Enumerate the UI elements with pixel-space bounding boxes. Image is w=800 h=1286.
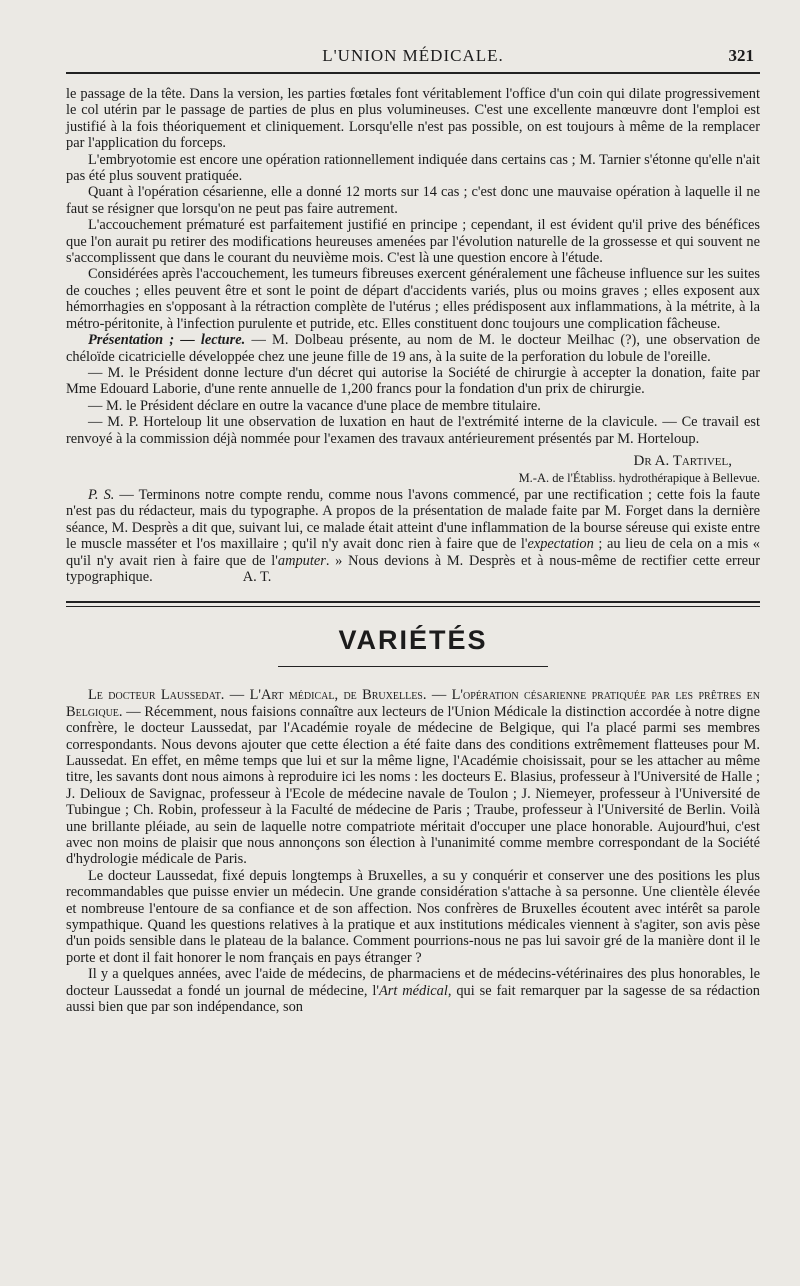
article-heading: Le docteur Laussedat. — L'Art médical, de Bruxelles. — L'opération césarienne pratiquée par les prêtres en Belgique. bbox=[66, 687, 760, 720]
postscript-text-2: ; au lieu de cela on a mis « qu'il n'y avait rien à faire que de l' bbox=[66, 536, 761, 569]
section-divider bbox=[66, 601, 760, 607]
paragraph: Considérées après l'accouchement, les tumeurs fibreuses exercent généralement une fâcheuse influence sur les suites de couches ; elles peuvent être et sont le point de départ d'accidents variés, plus ou moins graves ; elles exposent aux hémorrhagies en s'opposant à la rétraction complète de l'utérus ; elles prédisposent aux inflammations, à la métrite, à la métro-péritonite, à l'infection purulente et putride, etc. Elles constituent donc toujours une complication fâcheuse. bbox=[66, 266, 760, 332]
postscript bbox=[66, 487, 760, 585]
running-title: L'UNION MÉDICALE. bbox=[322, 46, 504, 65]
section-title bbox=[66, 625, 760, 667]
presentation-paragraph bbox=[66, 332, 760, 365]
postscript-label: P. S. bbox=[88, 486, 115, 503]
presentation-text: — M. Dolbeau présente, au nom de M. le docteur Meilhac (?), une observation de chéloïde cicatricielle développée chez une jeune fille de 19 ans, à la suite de la perforation du lobule de l'oreille. bbox=[66, 332, 760, 365]
paragraph: L'accouchement prématuré est parfaitement justifié en principe ; cependant, il est évident qu'il prive des bénéfices que l'on aurait pu retirer des modifications heureuses amenées par l'évolution naturelle de la grossesse et qui souvent ne s'accomplissent que dans le courant du neuvième mois. C'est là une question encore à l'étude. bbox=[66, 217, 760, 267]
author-name: Dr A. Tartivel, bbox=[633, 452, 732, 469]
paragraph: le passage de la tête. Dans la version, les parties fœtales font véritablement l'office d'un coin qui dilate progressivement le col utérin par le passage de parties de plus en plus volumineuses. C'est une excellente manœuvre dont l'emploi est justifié à la fois théoriquement et cliniquement. Lorsqu'elle n'est pas possible, on est toujours à même de la remplacer par l'application du forceps. bbox=[66, 86, 760, 152]
paragraph bbox=[66, 966, 760, 1015]
notice-paragraph: — M. P. Horteloup lit une observation de luxation en haut de l'extrémité interne de la clavicule. — Ce travail est renvoyé à la commission déjà nommée pour l'examen des travaux antérieurement présentés par M. Horteloup. bbox=[66, 414, 760, 447]
postscript-initials: A. T. bbox=[242, 568, 272, 585]
page-number: 321 bbox=[728, 46, 754, 65]
postscript-italic-2: amputer bbox=[277, 552, 326, 569]
paragraph: Le docteur Laussedat, fixé depuis longtemps à Bruxelles, a su y conquérir et conserver une des positions les plus recommandables que puisse envier un médecin. Une grande considération s'attache à sa personne. Une clientèle élevée et nombreuse l'entoure de sa confiance et de son affection. Nos confrères de Bruxelles écoutent avec intérêt sa parole sympathique. Quand les questions relatives à la pratique et aux institutions médicales viennent à s'agiter, son avis pèse d'un poids sensible dans le plateau de la balance. Comment pourrions-nous ne pas lui savoir gré de la manière dont il le porte et dont il fait honorer le nom français en pays étranger ? bbox=[66, 867, 760, 966]
signature-block bbox=[66, 453, 760, 487]
report-text bbox=[66, 86, 760, 585]
article-intro bbox=[66, 687, 760, 867]
para3-text-end: , qui se fait remarquer par la sagesse de sa rédaction aussi bien que par son indépendance, son bbox=[66, 982, 761, 1016]
para3-text-start: Il y a quelques années, avec l'aide de médecins, de pharmaciens et de médecins-vétérinaires des plus honorables, le docteur Laussedat a fondé un journal de médecine, l' bbox=[66, 966, 760, 999]
varietes-article bbox=[66, 687, 760, 1015]
author-title: M.-A. de l'Établiss. hydrothérapique à Bellevue. bbox=[518, 470, 760, 485]
page-header bbox=[66, 42, 760, 74]
notice-paragraph: — M. le Président déclare en outre la vacance d'une place de membre titulaire. bbox=[88, 397, 541, 414]
postscript-italic-1: expectation bbox=[527, 536, 594, 553]
article-intro-text: — Récemment, nous faisions connaître aux lecteurs de l'Union Médicale la distinction accordée à notre digne confrère, le docteur Laussedat, par l'Académie royale de médecine de Belgique, qui l'a placé parmi ses membres correspondants. Nous devons ajouter que cette élection a été faite dans des conditions extrêmement flatteuses pour M. Laussedat. En effet, en même temps que lui et sur la même ligne, l'Académie choisissait, pour se les attacher au même titre, les savants dont nous aimons à reproduire ici les noms : les docteurs E. Blasius, professeur à l'Université de Halle ; J. Delioux de Savignac, professeur à l'Ecole de médecine navale de Toulon ; J. Niemeyer, professeur à l'Université de Tubingue ; Ch. Robin, professeur à la Faculté de médecine de Paris ; Traube, professeur à l'Université de Berlin. Voilà une brillante pléiade, au sein de laquelle notre compatriote méritait d'occuper une place honorable. Aujourd'hui, c'est avec non moins de plaisir que nous annonçons son élection à l'unanimité comme membre correspondant de la Société d'hydrologie médicale de Paris. bbox=[66, 703, 760, 868]
postscript-text-3: . » Nous devions à M. Desprès et à nous-même de rectifier cette erreur typographique. bbox=[66, 552, 760, 585]
section-title-text: VARIÉTÉS bbox=[278, 625, 547, 667]
presentation-label: Présentation ; — lecture. bbox=[88, 332, 246, 349]
postscript-text-1: — Terminons notre compte rendu, comme nous l'avons commencé, par une rectification ; cette fois la faute n'est pas du rédacteur, mais du typographe. A propos de la présentation de malade faite par M. Forget dans la dernière séance, M. Desprès a dit que, suivant lui, ce malade était atteint d'une inflammation de la bourse séreuse qui existe entre le muscle masséter et l'os maxillaire ; qu'il n'y avait donc rien à faire que de l' bbox=[66, 486, 760, 553]
paragraph: Quant à l'opération césarienne, elle a donné 12 morts sur 14 cas ; c'est donc une mauvaise opération à laquelle il ne faut se résigner que lorsqu'on ne peut pas faire autrement. bbox=[66, 184, 760, 217]
journal-name: Art médical bbox=[379, 982, 448, 999]
notice-paragraph: — M. le Président donne lecture d'un décret qui autorise la Société de chirurgie à accepter la donation, faite par Mme Edouard Laborie, d'une rente annuelle de 1,200 francs pour la fondation d'un prix de chirurgie. bbox=[66, 364, 760, 398]
paragraph: L'embryotomie est encore une opération rationnellement indiquée dans certains cas ; M. Tarnier s'étonne qu'elle n'ait pas été plus souvent pratiquée. bbox=[66, 151, 760, 185]
